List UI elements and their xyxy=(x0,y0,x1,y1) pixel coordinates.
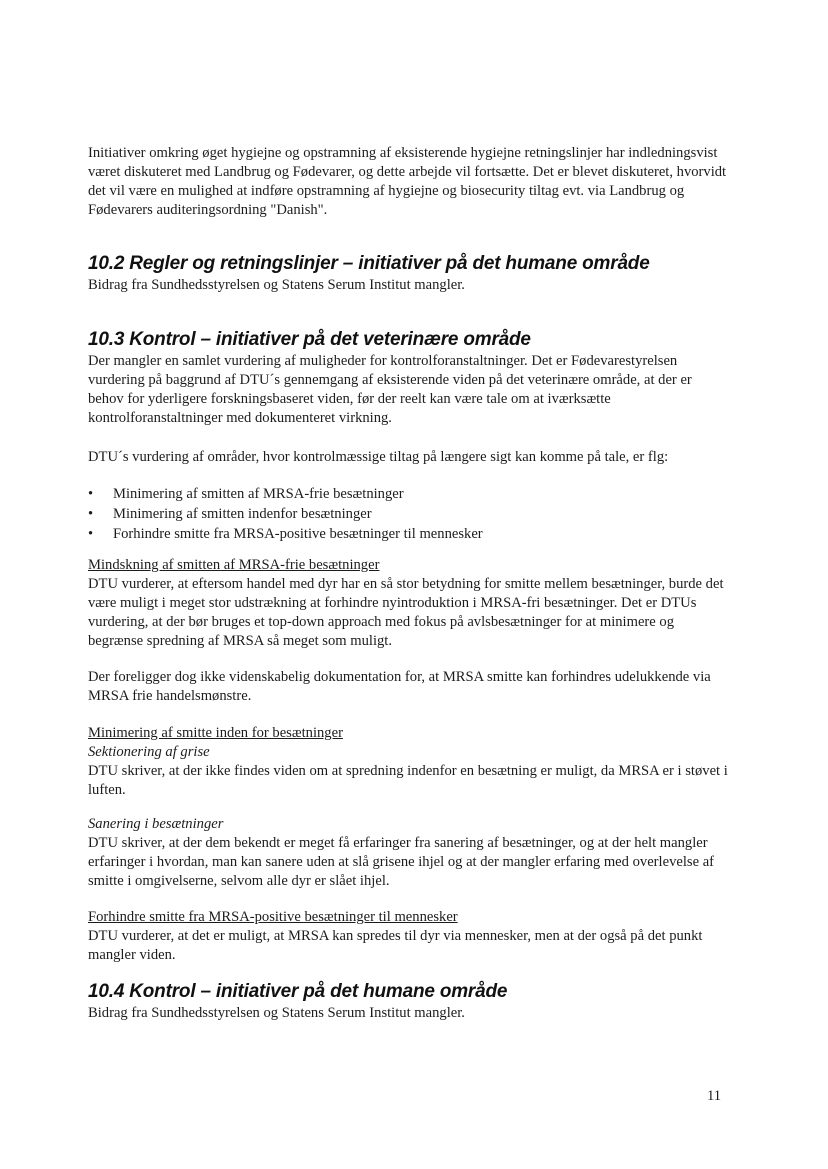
subsection-3 xyxy=(88,908,728,965)
subsection-3-text: DTU vurderer, at det er muligt, at MRSA kan spredes til dyr via mennesker, men at der også på det punkt mangler viden. xyxy=(88,928,703,963)
section-heading-10-4: 10.4 Kontrol – initiativer på det humane område xyxy=(88,981,508,1002)
bullet-list-block xyxy=(88,484,728,544)
dtu-assessment-block xyxy=(88,448,728,467)
section-10-3-paragraph-1: Der mangler en samlet vurdering af muligheder for kontrolforanstaltninger. Det er Fødevarestyrelsen vurdering på baggrund af DTU´s gennemgang af eksisterende viden på det veterinære område, at der er behov for yderligere forskningsbaseret viden, før der reelt kan være tale om at iværksætte kontrolforanstaltninger med dokumenteret virkning. xyxy=(88,353,692,426)
list-item: • Minimering af smitten af MRSA-frie besætninger xyxy=(88,486,404,502)
subsection-1 xyxy=(88,556,728,651)
subsection-2-italic-1: Sektionering af grise xyxy=(88,744,210,760)
bullet-icon: • xyxy=(88,506,94,522)
section-heading-10-2: 10.2 Regler og retningslinjer – initiativer på det humane område xyxy=(88,253,650,274)
section-10-3-paragraph-2: DTU´s vurdering af områder, hvor kontrolmæssige tiltag på længere sigt kan komme på tale, er flg: xyxy=(88,449,669,465)
section-10-2 xyxy=(88,252,728,295)
subsection-3-title: Forhindre smitte fra MRSA-positive besætninger til mennesker xyxy=(88,909,458,925)
subsection-2-text-1: DTU skriver, at der ikke findes viden om at spredning indenfor en besætning er muligt, da MRSA er i støvet i luften. xyxy=(88,763,728,798)
page-number: 11 xyxy=(707,1088,722,1104)
subsection-2-italic-2: Sanering i besætninger xyxy=(88,816,224,832)
subsection-1-text-2: Der foreligger dog ikke videnskabelig dokumentation for, at MRSA smitte kan forhindres udelukkende via MRSA frie handelsmønstre. xyxy=(88,669,711,704)
section-10-4-text: Bidrag fra Sundhedsstyrelsen og Statens Serum Institut mangler. xyxy=(88,1005,465,1021)
intro-paragraph: Initiativer omkring øget hygiejne og opstramning af eksisterende hygiejne retningslinjer har indledningsvist været diskuteret med Landbrug og Fødevarer, og dette arbejde vil fortsætte. Det er blevet diskuteret, hvorvidt det vil være en mulighed at indføre opstramning af hygiejne og biosecurity tiltag evt. via Landbrug og Fødevarers auditeringsordning "Danish". xyxy=(88,145,727,218)
bullet-icon: • xyxy=(88,526,94,542)
subsection-2-title: Minimering af smitte inden for besætninger xyxy=(88,725,343,741)
subsection-1-text: DTU vurderer, at eftersom handel med dyr har en så stor betydning for smitte mellem besætninger, burde det være muligt i meget stor udstrækning at forhindre nyintroduktion i MRSA-fri besætninger. Det er DTUs vurdering, at der bør bruges et top-down approach med fokus på avlsbesætninger for at minimere og begrænse spredning af MRSA så meget som muligt. xyxy=(88,576,724,649)
section-10-2-text: Bidrag fra Sundhedsstyrelsen og Statens Serum Institut mangler. xyxy=(88,277,465,293)
section-10-3 xyxy=(88,328,728,428)
subsection-1-note xyxy=(88,668,728,706)
subsection-2-text-2: DTU skriver, at der dem bekendt er meget få erfaringer fra sanering af besætninger, og at der helt mangler erfaringer i hvordan, man kan sanere uden at slå grisene ihjel og at der mangler erfaring med overlevelse af smitte i omgivelserne, selvom alle dyr er slået ihjel. xyxy=(88,835,715,889)
subsection-2 xyxy=(88,724,728,800)
bullet-icon: • xyxy=(88,486,94,502)
list-item: • Minimering af smitten indenfor besætninger xyxy=(88,506,372,522)
subsection-1-title: Mindskning af smitten af MRSA-frie besætninger xyxy=(88,557,380,573)
intro-block xyxy=(88,144,728,220)
subsection-2-sanering xyxy=(88,815,728,891)
bullet-list xyxy=(88,484,728,544)
list-item: • Forhindre smitte fra MRSA-positive besætninger til mennesker xyxy=(88,526,483,542)
section-10-4 xyxy=(88,980,728,1023)
section-heading-10-3: 10.3 Kontrol – initiativer på det veterinære område xyxy=(88,329,531,350)
